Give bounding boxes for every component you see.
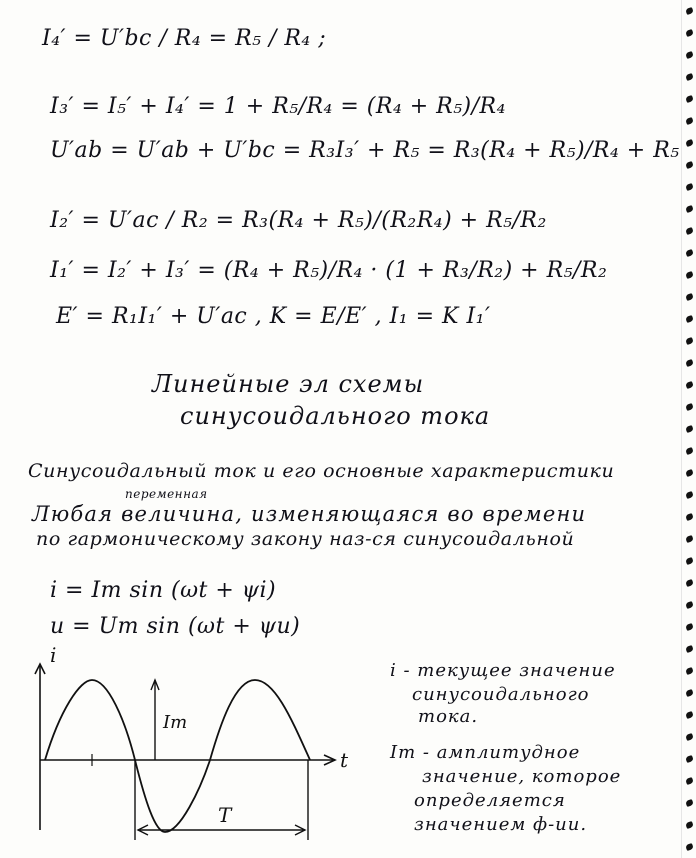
binding-hole — [685, 513, 694, 521]
sine-curve — [45, 680, 310, 832]
binding-hole — [685, 381, 694, 389]
binding-hole — [685, 95, 694, 103]
note-current-line-3: тока. — [418, 706, 479, 727]
section-heading-line-2: синусоидального тока — [180, 402, 491, 430]
binding-hole — [685, 271, 694, 279]
binding-hole — [685, 799, 694, 807]
voltage-equation: u = Um sin (ωt + ψu) — [50, 614, 301, 639]
binding-hole — [685, 337, 694, 345]
binding-hole — [685, 843, 694, 851]
section-heading-line-1: Линейные эл схемы — [152, 370, 425, 398]
current-equation: i = Im sin (ωt + ψi) — [50, 578, 277, 603]
binding-hole — [685, 161, 694, 169]
x-axis-label: t — [340, 748, 349, 772]
formula-line-5: I₁′ = I₂′ + I₃′ = (R₄ + R₅)/R₄ · (1 + R₃/R₂) + R₅/R₂ — [50, 258, 608, 283]
formula-line-6: E′ = R₁I₁′ + U′ac , K = E/E′ , I₁ = K I₁′ — [56, 304, 491, 329]
binding-hole — [685, 469, 694, 477]
binding-hole — [685, 755, 694, 763]
binding-hole — [685, 183, 694, 191]
note-amplitude-line-3: определяется — [414, 790, 566, 811]
amplitude-label: Im — [163, 712, 188, 733]
formula-line-2: I₃′ = I₅′ + I₄′ = 1 + R₅/R₄ = (R₄ + R₅)/R₄ — [50, 94, 506, 119]
binding-hole — [685, 579, 694, 587]
spiral-binding — [681, 0, 696, 858]
binding-hole — [685, 711, 694, 719]
binding-hole — [685, 425, 694, 433]
binding-hole — [685, 667, 694, 675]
binding-hole — [685, 51, 694, 59]
binding-hole — [685, 227, 694, 235]
binding-hole — [685, 689, 694, 697]
binding-hole — [685, 139, 694, 147]
body-line-2: Любая величина, изменяющаяся во времени — [32, 502, 587, 526]
formula-line-3: U′ab = U′ab + U′bc = R₃I₃′ + R₅ = R₃(R₄ + R₅)/R₄ + R₅ — [50, 138, 680, 163]
body-line-3: по гармоническому закону наз-ся синусоидальной — [36, 528, 575, 550]
binding-hole — [685, 447, 694, 455]
binding-hole — [685, 535, 694, 543]
binding-hole — [685, 29, 694, 37]
binding-hole — [685, 623, 694, 631]
sine-wave-graph — [30, 640, 360, 840]
binding-hole — [685, 403, 694, 411]
formula-line-4: I₂′ = U′ac / R₂ = R₃(R₄ + R₅)/(R₂R₄) + R₅/R₂ — [50, 208, 547, 233]
binding-hole — [685, 733, 694, 741]
formula-line-1: I₄′ = U′bc / R₄ = R₅ / R₄ ; — [42, 26, 327, 51]
binding-hole — [685, 315, 694, 323]
binding-hole — [685, 601, 694, 609]
y-axis-label: i — [50, 643, 57, 667]
note-amplitude-line-2: значение, которое — [422, 766, 622, 787]
binding-hole — [685, 249, 694, 257]
note-current-line-1: i - текущее значение — [390, 660, 616, 681]
binding-hole — [685, 359, 694, 367]
period-label: T — [218, 803, 232, 827]
body-insert-word: переменная — [125, 487, 208, 501]
binding-hole — [685, 821, 694, 829]
note-amplitude-line-1: Im - амплитудное — [390, 742, 581, 763]
binding-hole — [685, 293, 694, 301]
binding-hole — [685, 7, 694, 15]
binding-hole — [685, 73, 694, 81]
binding-hole — [685, 491, 694, 499]
note-amplitude-line-4: значением ф-ии. — [414, 814, 588, 835]
note-current-line-2: синусоидального — [412, 684, 590, 705]
binding-hole — [685, 117, 694, 125]
binding-hole — [685, 777, 694, 785]
body-line-1: Синусоидальный ток и его основные характеристики — [28, 460, 615, 482]
binding-hole — [685, 645, 694, 653]
binding-hole — [685, 557, 694, 565]
binding-hole — [685, 205, 694, 213]
